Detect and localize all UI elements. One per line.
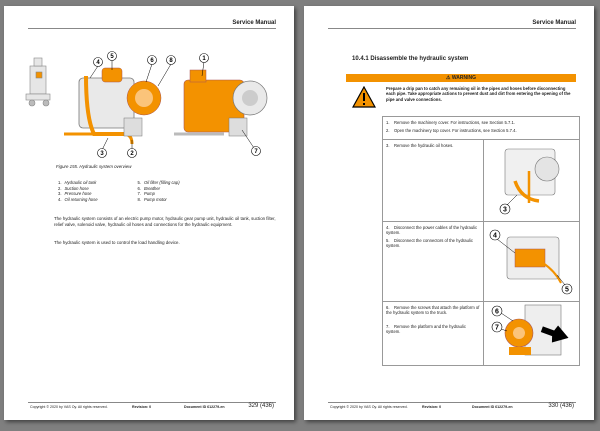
legend-num: 7. (137, 191, 141, 197)
step-3-illustration (485, 141, 577, 219)
table-row (383, 301, 579, 365)
table-row (383, 139, 579, 222)
section-title: 10.4.1 Disassemble the hydraulic system (352, 56, 469, 62)
callout-6: 6 (150, 58, 154, 64)
warning-banner (346, 74, 576, 82)
header-divider (28, 28, 276, 29)
hydraulic-overview-figure (24, 48, 274, 158)
legend-label: Hydraulic oil tank (64, 180, 97, 185)
legend-num: 6. (137, 185, 141, 191)
legend-label: Pump (144, 191, 155, 197)
callout-8: 8 (169, 58, 173, 64)
body-paragraph: The hydraulic system consists of an electric pump motor, hydraulic gear pump unit, hydraulic oil tank, suction filter, relief valve, solenoid valve, hydraulic oil hoses and connections for the hydraulic equipment. (54, 216, 276, 227)
legend-num: 2. (58, 185, 62, 191)
callout-4: 4 (96, 60, 100, 66)
page-header: Service Manual (532, 20, 576, 26)
warning-icon: ⚠ (445, 75, 452, 81)
legend-num: 3. (58, 191, 62, 197)
step-callout-7: 7 (495, 324, 499, 332)
step-callout-5: 5 (565, 286, 569, 294)
step-item: 6. Remove the screws that attach the platform of the hydraulic system to the truck. (386, 305, 480, 316)
page-number: 330 (436) (548, 403, 574, 409)
step-item: 2. Open the machinery top cover. For instructions, see Section 5.7.4. (386, 128, 517, 133)
step-item: 4. Disconnect the power cables of the hydraulic system. (386, 225, 478, 236)
procedure-table (382, 116, 580, 366)
hydraulic-unit-hoses (64, 68, 161, 144)
callout-7: 7 (254, 149, 258, 155)
footer-divider (28, 402, 276, 403)
body-paragraph: The hydraulic system is used to control the load handling device. (54, 240, 180, 245)
callout-1: 1 (202, 56, 206, 62)
footer-divider (328, 402, 576, 403)
legend-num: 5. (137, 180, 141, 185)
step-item: 3. Remove the hydraulic oil hoses. (386, 143, 454, 148)
legend-label: Pump motor (144, 196, 167, 202)
footer-revision: Revision: 0 (422, 405, 442, 409)
truck-thumbnail (26, 58, 50, 106)
step-item: 1. Remove the machinery cover. For instructions, see Section 5.7.1. (386, 120, 516, 125)
warning-triangle-icon (352, 86, 376, 108)
footer-document-id: Document ID 612279-en (184, 405, 225, 409)
legend-label: Pressure hose (64, 191, 92, 197)
step-item: 7. Remove the platform and the hydraulic system. (386, 324, 466, 335)
legend-label: Breather (144, 185, 161, 191)
legend-label: Oil filter (filling cap) (144, 180, 180, 185)
step-callout-4: 4 (493, 232, 497, 240)
legend-label: Oil returning hose (64, 196, 98, 202)
warning-text: Prepare a drip pan to catch any remaining oil in the pipes and hoses before disconnecting each pipe. Take appropriate actions to prevent dust and dirt from entering the opening of the pipe and valve connections. (386, 86, 571, 102)
header-divider (328, 28, 576, 29)
footer-revision: Revision: 0 (132, 405, 152, 409)
footer-document-id: Document ID 612279-en (472, 405, 513, 409)
step-callout-6: 6 (495, 308, 499, 316)
legend-num: 4. (58, 196, 62, 202)
warning-label: WARNING (451, 75, 477, 81)
callout-3: 3 (100, 151, 104, 157)
hydraulic-unit-tank (174, 70, 267, 136)
figure-legend (58, 180, 183, 202)
callout-5: 5 (110, 54, 114, 60)
right-page (304, 6, 594, 420)
step-item: 5. Disconnect the connectors of the hydraulic system. (386, 238, 473, 249)
figure-caption: Figure 155. Hydraulic system overview (56, 164, 132, 169)
footer-copyright: Copyright © 2020 by VAS Oy. All rights reserved. (330, 405, 408, 409)
step-4-5-illustration (485, 223, 577, 299)
left-page (4, 6, 294, 420)
page-number: 329 (436) (248, 403, 274, 409)
legend-num: 1. (58, 180, 62, 185)
step-callout-3: 3 (503, 206, 507, 214)
footer-copyright: Copyright © 2020 by VAS Oy. All rights reserved. (30, 405, 108, 409)
legend-label: Suction hose (64, 185, 89, 191)
table-row (383, 221, 579, 302)
callout-2: 2 (130, 151, 134, 157)
table-row (383, 117, 579, 140)
page-header: Service Manual (232, 20, 276, 26)
legend-num: 8. (137, 196, 141, 202)
step-6-7-illustration (485, 303, 577, 363)
